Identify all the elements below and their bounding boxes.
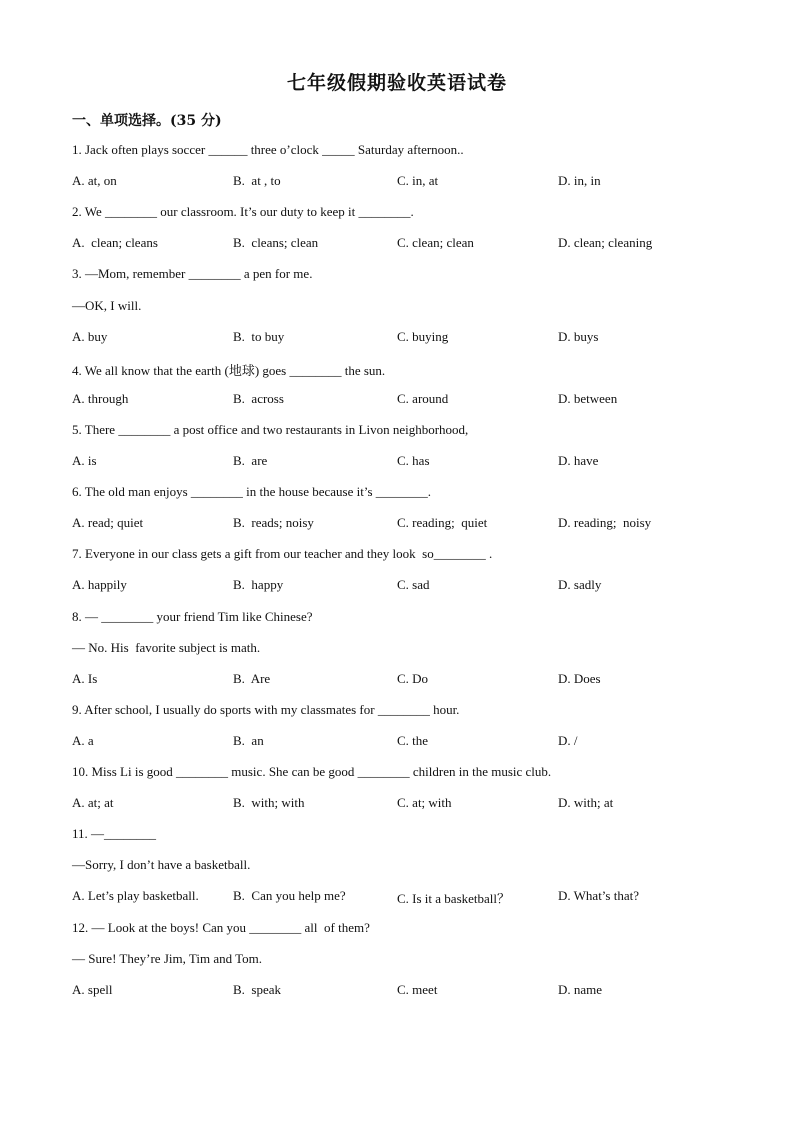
question-7-option-b: B. happy xyxy=(233,577,284,593)
question-11-line-1: 11. —________ xyxy=(72,826,157,842)
page-title: 七年级假期验收英语试卷 xyxy=(286,72,507,94)
question-5-options xyxy=(72,453,772,471)
question-10-option-c: C. at; with xyxy=(397,795,452,811)
question-2-option-a: A. clean; cleans xyxy=(72,235,158,251)
question-12-option-d: D. name xyxy=(558,981,603,997)
question-3-line-2: —OK, I will. xyxy=(72,297,142,313)
question-6-line-1: 6. The old man enjoys ________ in the house because it’s ________. xyxy=(72,484,432,500)
question-2-line-1: 2. We ________ our classroom. It’s our duty to keep it ________. xyxy=(72,204,414,220)
question-8-option-c: C. Do xyxy=(397,670,429,686)
question-1-options xyxy=(72,173,772,191)
question-8-options xyxy=(72,671,772,689)
question-11-options xyxy=(72,888,772,906)
question-3-option-d: D. buys xyxy=(558,328,599,344)
question-5-option-b: B. are xyxy=(233,453,268,468)
question-12-line-2: — Sure! They’re Jim, Tim and Tom. xyxy=(72,950,262,966)
question-6-option-c: C. reading; quiet xyxy=(397,515,488,531)
question-9-line-1: 9. After school, I usually do sports with my classmates for ________ hour. xyxy=(72,701,460,717)
section-heading: 一、单项选择。(35 分) xyxy=(72,113,222,129)
question-6-option-d: D. reading; noisy xyxy=(558,515,652,531)
question-6-option-a: A. read; quiet xyxy=(72,515,144,531)
question-12-options xyxy=(72,982,772,1000)
question-7-options xyxy=(72,577,772,595)
question-3-line-1: 3. —Mom, remember ________ a pen for me. xyxy=(72,266,313,282)
question-12-line-1: 12. — Look at the boys! Can you ________ all of them? xyxy=(72,919,370,935)
question-9-option-c: C. the xyxy=(397,732,429,748)
question-10-option-b: B. with; with xyxy=(233,795,305,811)
question-9-option-a: A. a xyxy=(72,732,94,748)
question-4-options xyxy=(72,391,772,409)
question-4-line-1: 4. We all know that the earth (地球) goes ________ the sun. xyxy=(72,362,386,378)
question-3-option-b: B. to buy xyxy=(233,328,285,344)
question-4-option-d: D. between xyxy=(558,390,618,406)
question-4-option-b: B. across xyxy=(233,390,284,406)
question-8-option-a: A. Is xyxy=(72,670,98,686)
question-12-option-a: A. spell xyxy=(72,981,113,997)
question-11-option-c: C. Is it a basketball？ xyxy=(397,891,511,907)
question-4-option-c: C. around xyxy=(397,390,449,406)
question-7-option-a: A. happily xyxy=(72,577,127,593)
question-10-option-a: A. at; at xyxy=(72,795,114,811)
question-8-option-d: D. Does xyxy=(558,670,601,686)
question-7-line-1: 7. Everyone in our class gets a gift from our teacher and they look so________ . xyxy=(72,546,493,562)
question-11-option-d: D. What’s that? xyxy=(558,888,639,904)
question-8-line-1: 8. — ________ your friend Tim like Chinese? xyxy=(72,608,313,624)
question-4-option-a: A. through xyxy=(72,390,129,406)
question-5-option-d: D. have xyxy=(558,453,599,468)
question-5-option-c: C. has xyxy=(397,453,430,468)
question-10-options xyxy=(72,795,772,813)
question-9-option-d: D. / xyxy=(558,732,578,748)
question-2-option-d: D. clean; cleaning xyxy=(558,235,653,251)
question-3-options xyxy=(72,329,772,347)
question-9-option-b: B. an xyxy=(233,732,264,748)
question-10-option-d: D. with; at xyxy=(558,795,614,811)
question-1-option-b: B. at , to xyxy=(233,173,281,189)
question-12-option-b: B. speak xyxy=(233,981,282,997)
question-11-line-2: —Sorry, I don’t have a basketball. xyxy=(72,857,251,873)
question-5-option-a: A. is xyxy=(72,453,97,468)
question-11-option-b: B. Can you help me? xyxy=(233,888,346,904)
question-6-option-b: B. reads; noisy xyxy=(233,515,314,531)
question-1-option-a: A. at, on xyxy=(72,173,117,189)
question-6-options xyxy=(72,515,772,533)
question-9-options xyxy=(72,733,772,751)
question-2-option-c: C. clean; clean xyxy=(397,235,474,251)
question-1-option-d: D. in, in xyxy=(558,173,601,189)
question-7-option-c: C. sad xyxy=(397,577,430,593)
question-2-options xyxy=(72,235,772,253)
question-1-line-1: 1. Jack often plays soccer ______ three o’clock _____ Saturday afternoon.. xyxy=(72,142,464,157)
question-7-option-d: D. sadly xyxy=(558,577,602,593)
question-3-option-c: C. buying xyxy=(397,328,449,344)
question-10-line-1: 10. Miss Li is good ________ music. She can be good ________ children in the music club. xyxy=(72,764,552,779)
question-8-option-b: B. Are xyxy=(233,670,271,686)
question-12-option-c: C. meet xyxy=(397,981,438,997)
question-11-option-a: A. Let’s play basketball. xyxy=(72,888,199,904)
question-3-option-a: A. buy xyxy=(72,328,108,344)
question-1-option-c: C. in, at xyxy=(397,173,439,189)
question-2-option-b: B. cleans; clean xyxy=(233,235,319,251)
question-8-line-2: — No. His favorite subject is math. xyxy=(72,639,261,655)
question-5-line-1: 5. There ________ a post office and two restaurants in Livon neighborhood, xyxy=(72,421,469,437)
